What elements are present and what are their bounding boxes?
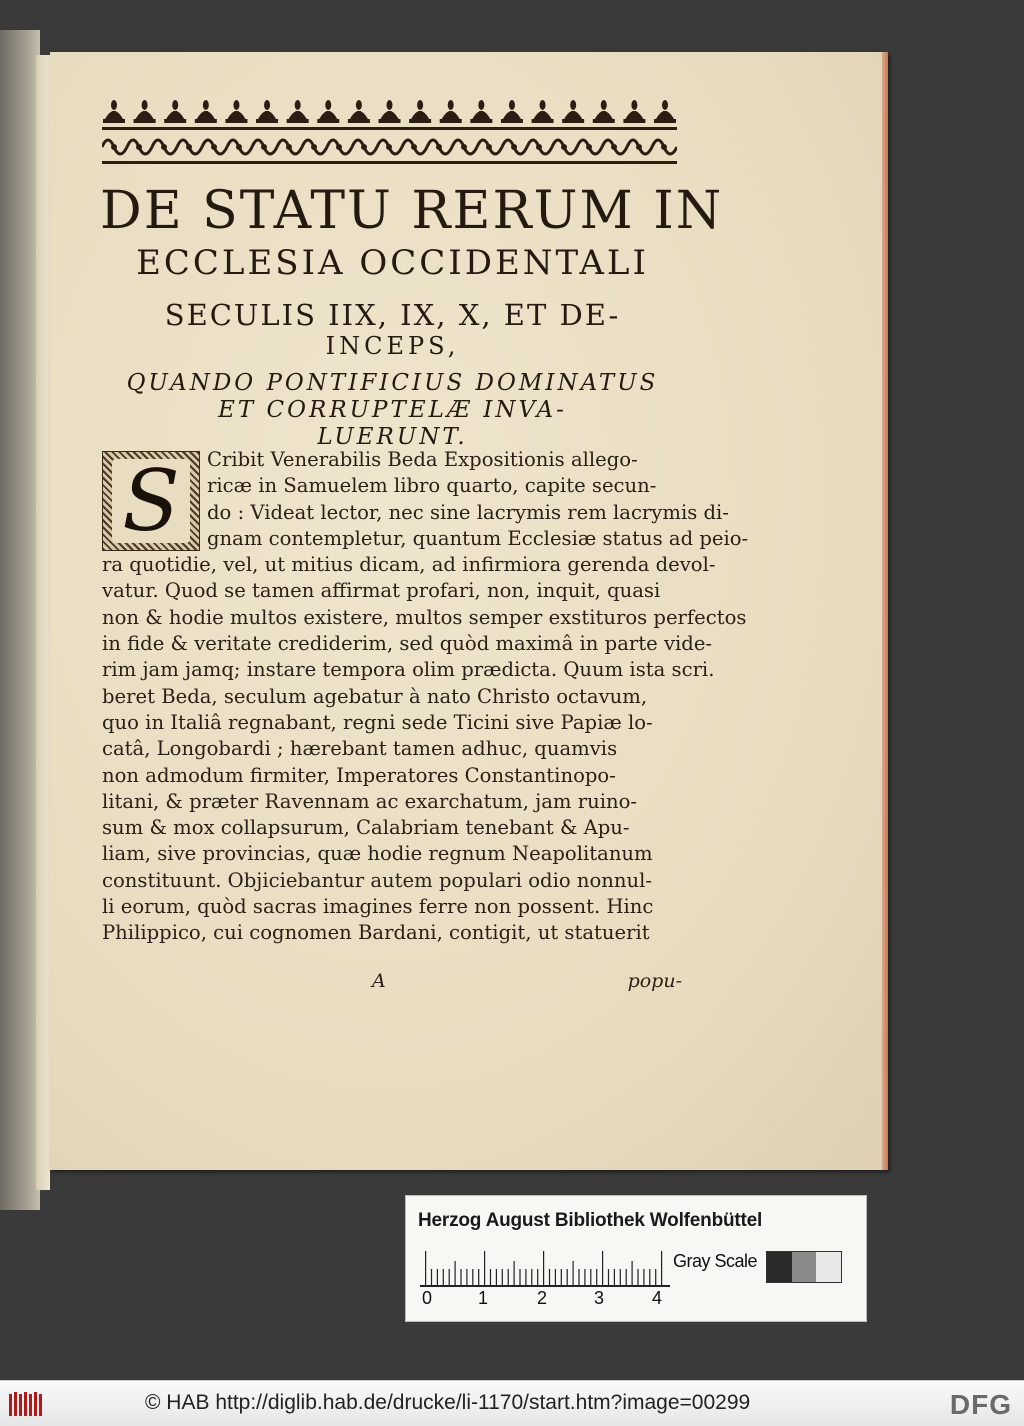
gray-scale-swatch [766,1251,842,1283]
footer-bar [0,1380,1024,1426]
text-line: Cribit Venerabilis Beda Expositionis allego- [207,448,638,471]
title-line-1: DE STATU RERUM IN [100,181,724,241]
decorated-initial [102,451,200,551]
gray-scale-label: Gray Scale [673,1251,758,1271]
previous-page-sliver [36,55,50,1190]
text-line: quo in Italiâ regnabant, regni sede Ticini sive Papiæ lo- [102,710,653,734]
signature-mark: A [372,970,386,992]
text-line: sum & mox collapsurum, Calabriam tenebant & Apu- [102,816,630,840]
text-line: li eorum, quòd sacras imagines ferre non possent. Hinc [102,895,654,919]
title-line-3: SECULIS IIX, IX, X, ET DE- [164,298,621,332]
text-line: do : Videat lector, nec sine lacrymis rem lacrymis di- [207,500,729,524]
subtitle-line-2: ET CORRUPTELÆ INVA- [218,397,567,423]
ruler-number: 1 [478,1288,489,1308]
initial-letter: S [112,459,190,543]
text-line: litani, & præter Ravennam ac exarchatum, jam ruino- [102,789,638,813]
text-line: catâ, Longobardi ; hærebant tamen adhuc, quamvis [102,737,618,761]
text-line: rim jam jamq; instare tempora olim prædicta. Quum ista scri. [102,658,715,682]
body-text [102,447,749,947]
ruler-number: 0 [422,1288,433,1308]
headpiece-ornament-icon [102,97,677,167]
title-line-4: INCEPS, [325,332,460,360]
text-line: liam, sive provincias, quæ hodie regnum Neapolitanum [102,842,653,866]
text-line: beret Beda, seculum agebatur à nato Christo octavum, [102,684,648,708]
catchword: popu- [627,970,682,992]
color-calibration-card [405,1195,867,1322]
previous-page-edge [0,30,40,1210]
dfg-logo: DFG [949,1389,1012,1420]
page-red-edge [882,52,888,1170]
ruler-number: 4 [652,1288,663,1308]
swatch-light [816,1252,841,1282]
ruler-number: 2 [537,1288,548,1308]
text-line: in fide & veritate crediderim, sed quòd maximâ in parte vide- [102,632,713,656]
chapter-title [100,181,724,451]
institution-name: Herzog August Bibliothek Wolfenbüttel [418,1210,763,1231]
book-page [50,52,888,1170]
text-line: vatur. Quod se tamen affirmat profari, non, inquit, quasi [102,579,661,603]
text-line: ra quotidie, vel, ut mitius dicam, ad infirmiora gerenda devol- [102,553,716,577]
title-line-2: ECCLESIA OCCIDENTALI [136,243,649,283]
text-line: constituunt. Objiciebantur autem populari odio nonnul- [102,868,653,892]
copyright-link[interactable]: © HAB http://diglib.hab.de/drucke/li-1170/start.htm?image=00299 [145,1391,751,1414]
swatch-dark [767,1252,792,1282]
text-line: Philippico, cui cognomen Bardani, contigit, ut statuerit [102,921,650,945]
text-line: gnam contempletur, quantum Ecclesiæ status ad peio- [207,526,749,550]
ruler-number: 3 [594,1288,605,1308]
scale-ruler-icon [420,1251,670,1287]
subtitle-line-3: LUERUNT. [317,424,468,450]
text-line: non & hodie multos existere, multos semper exstituros perfectos [102,605,747,629]
text-line: non admodum firmiter, Imperatores Constantinopo- [102,763,616,787]
subtitle-line-1: QUANDO PONTIFICIUS DOMINATUS [126,370,659,396]
text-line: ricæ in Samuelem libro quarto, capite secun- [207,474,657,498]
swatch-mid [792,1252,817,1282]
library-logo-icon[interactable] [8,1390,44,1418]
